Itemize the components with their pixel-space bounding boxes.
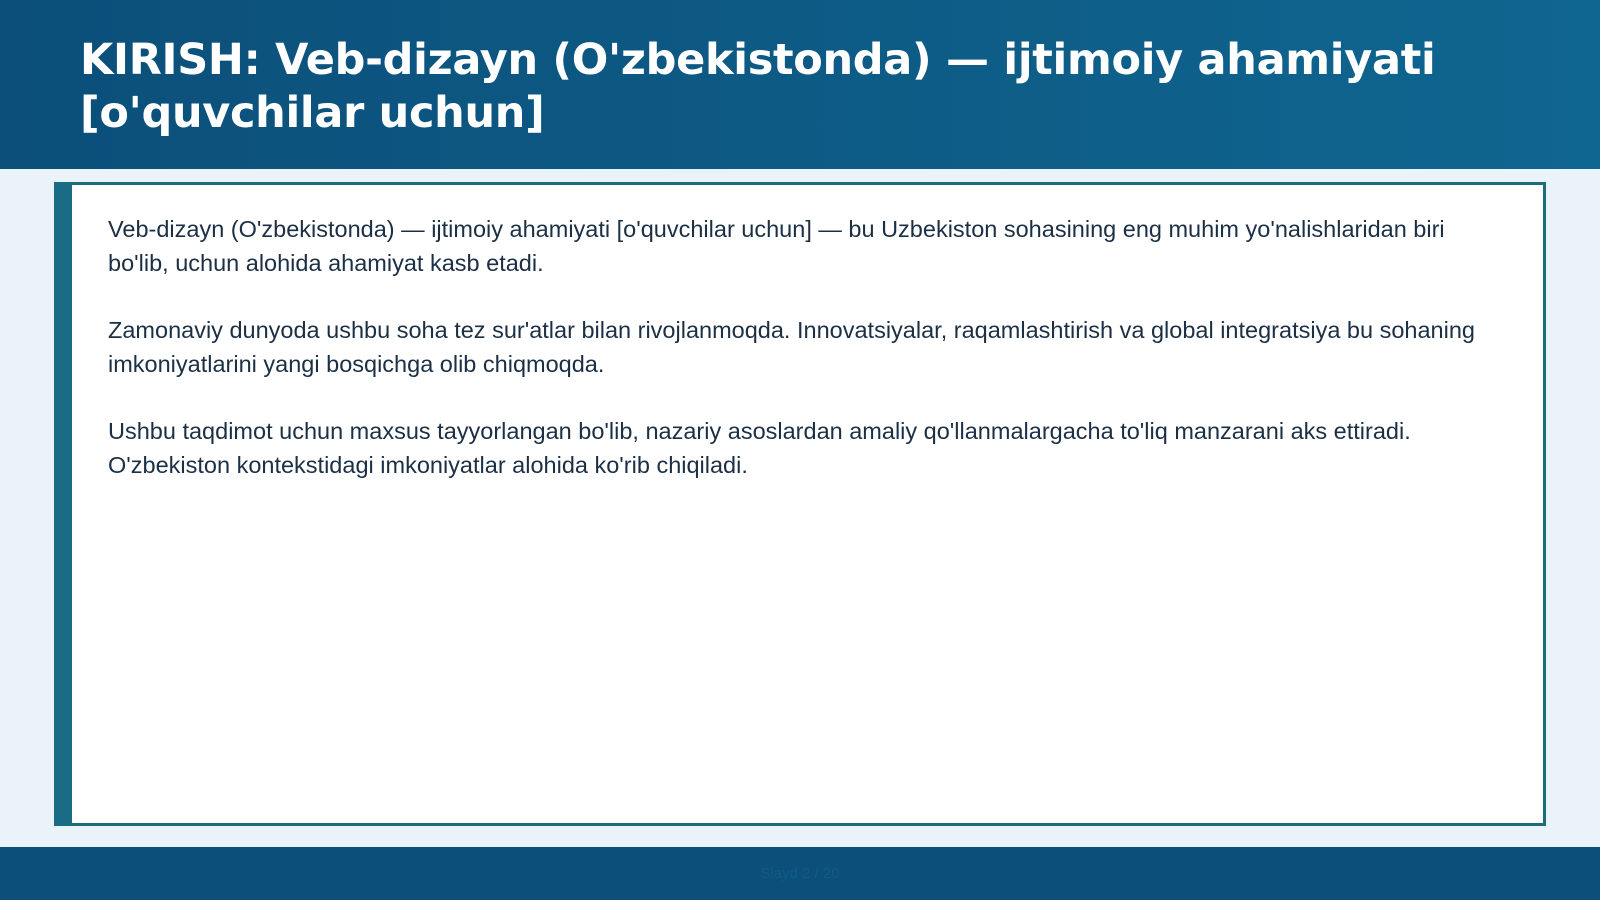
slide-footer [0,847,1600,900]
content-panel [54,182,1546,826]
slide-title: KIRISH: Veb-dizayn (O'zbekistonda) — ijtimoiy ahamiyati [o'quvchilar uchun] [80,35,1436,138]
slide-number: Slayd 2 / 20 [760,865,840,882]
body-text [108,212,1508,515]
paragraph-presentation-scope: Ushbu taqdimot uchun maxsus tayyorlangan bo'lib, nazariy asoslardan amaliy qo'llanmalargacha to'liq manzarani aks ettiradi. O'zbekiston kontekstidagi imkoniyatlar alohida ko'rib chiqiladi. [108,418,1411,478]
slide-header [0,0,1600,169]
paragraph-intro: Veb-dizayn (O'zbekistonda) — ijtimoiy ahamiyati [o'quvchilar uchun] — bu Uzbekiston sohasining eng muhim yo'nalishlaridan biri bo'lib, uchun alohida ahamiyat kasb etadi. [108,216,1445,276]
paragraph-modern-world: Zamonaviy dunyoda ushbu soha tez sur'atlar bilan rivojlanmoqda. Innovatsiyalar, raqamlashtirish va global integratsiya bu sohaning imkoniyatlarini yangi bosqichga olib chiqmoqda. [108,317,1475,377]
